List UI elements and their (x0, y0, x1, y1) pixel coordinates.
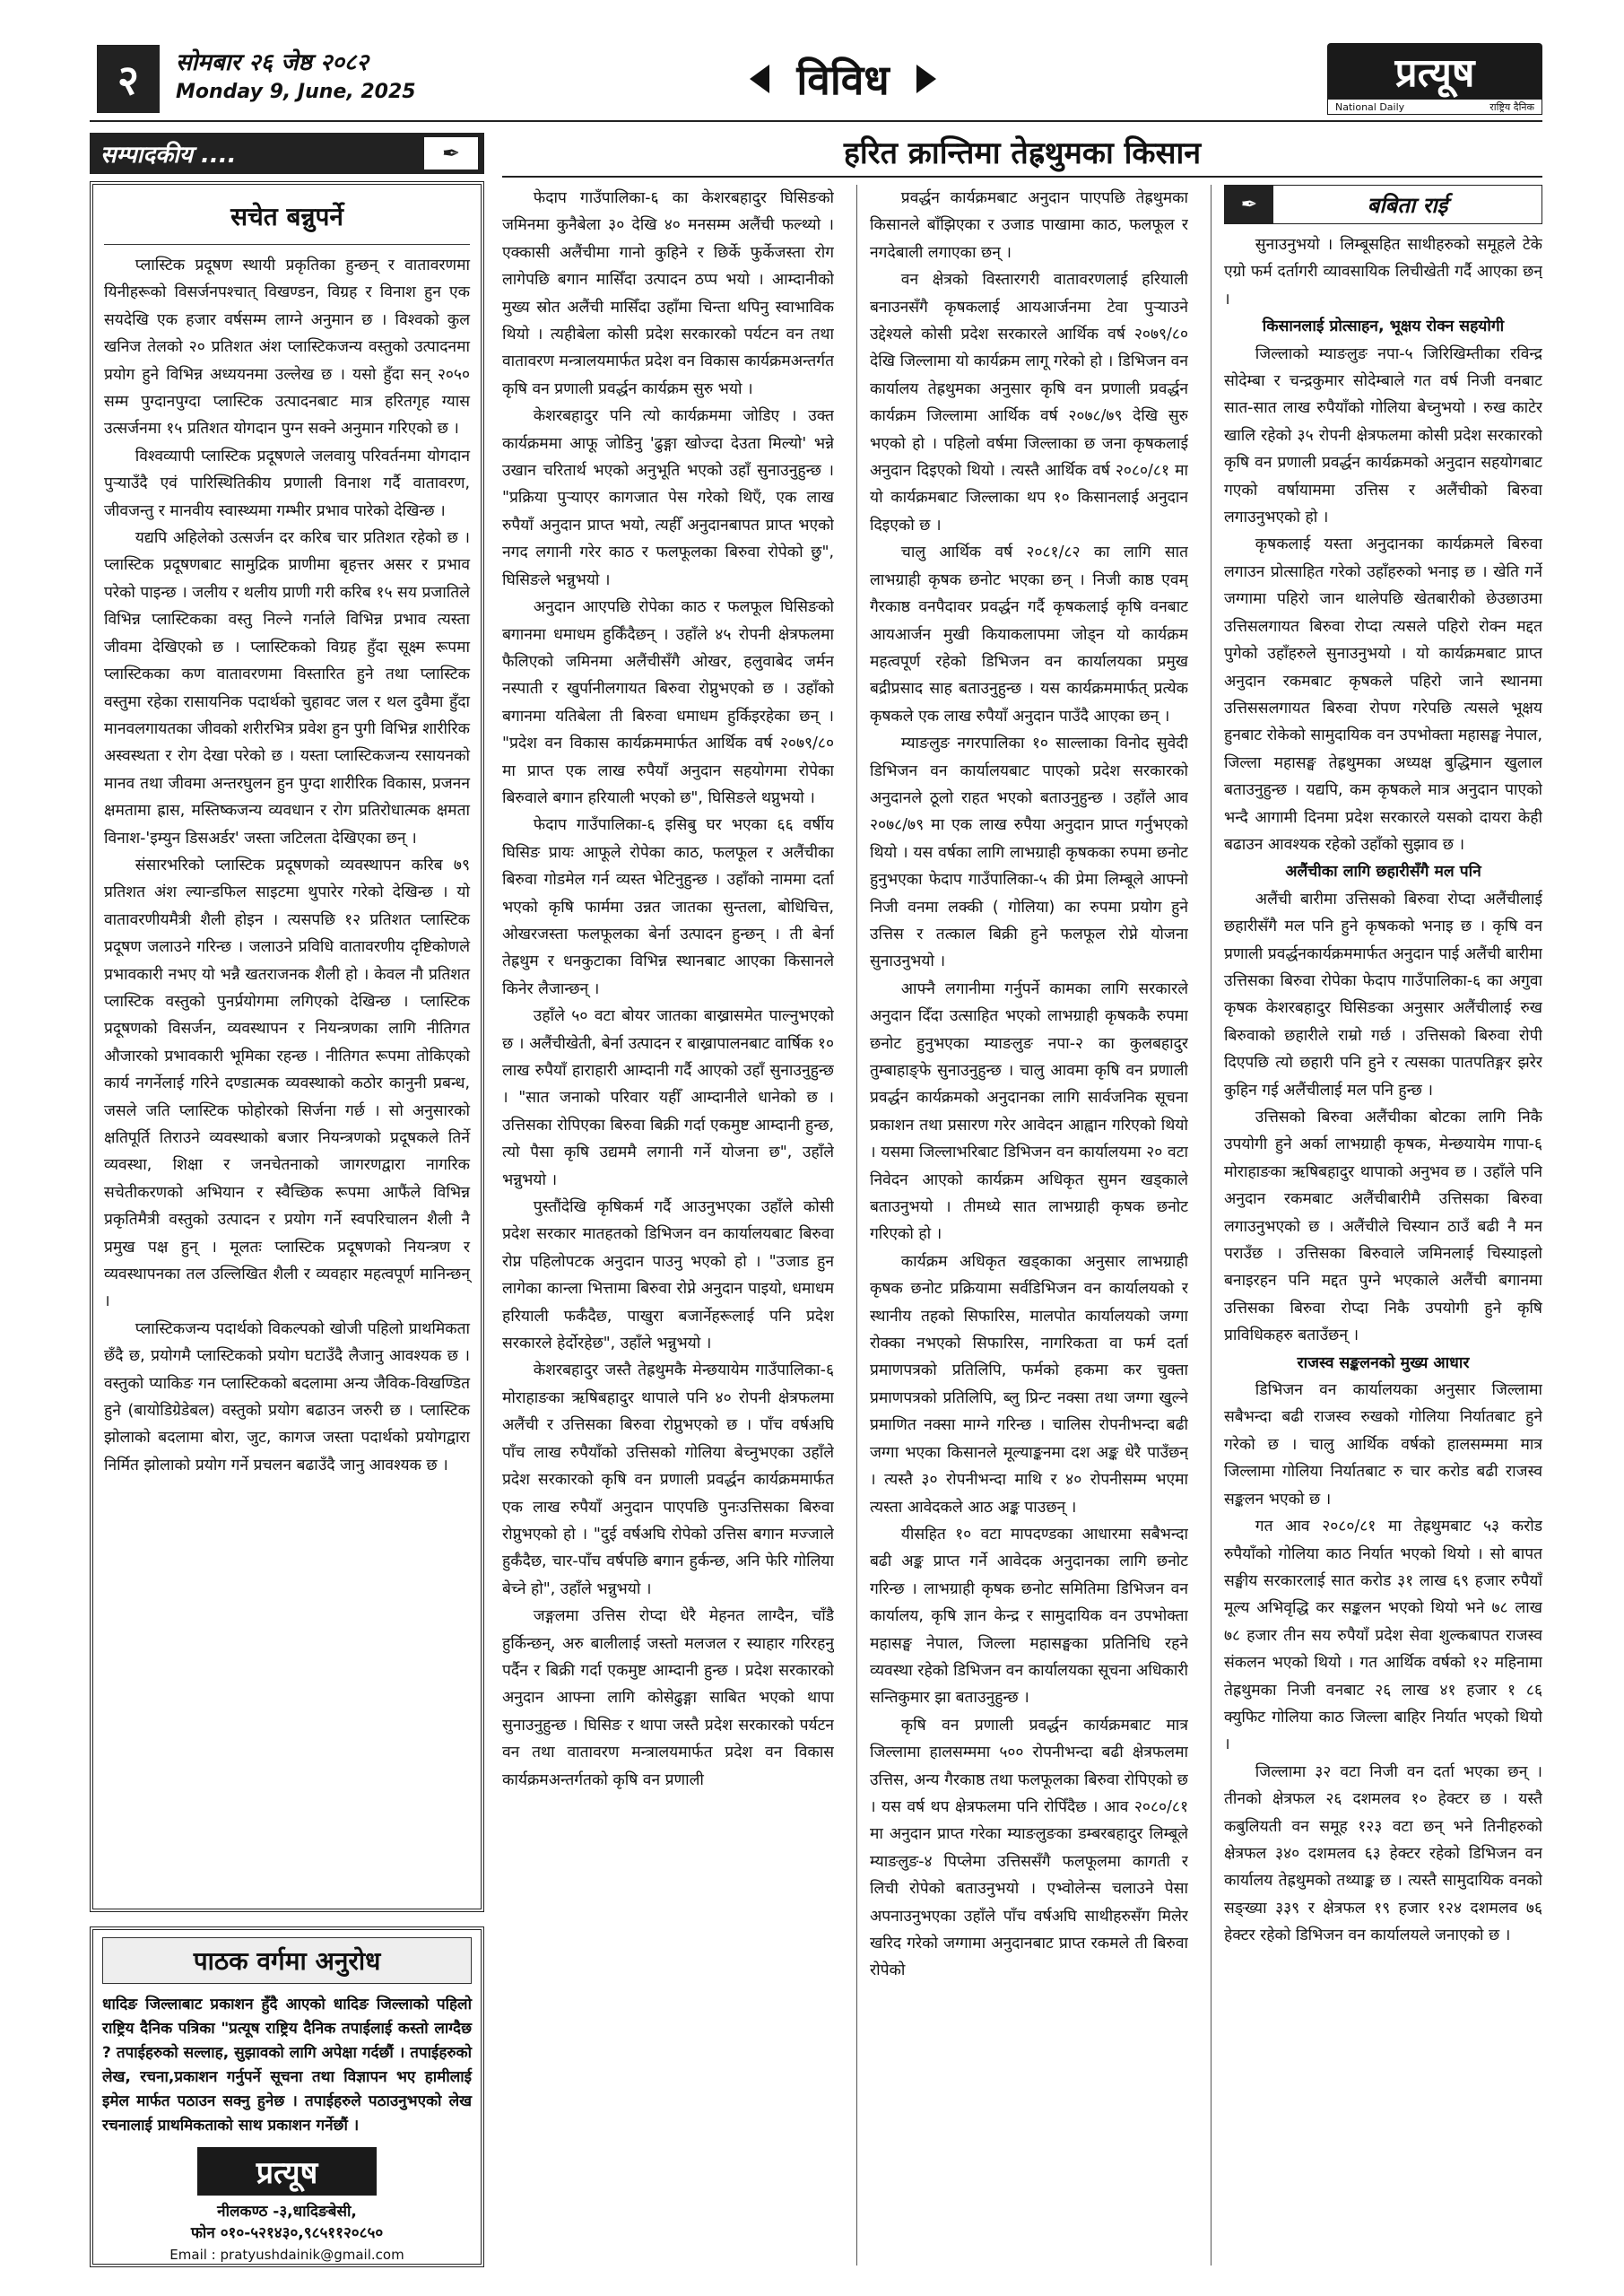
article-paragraph: जङ्गलमा उत्तिस रोप्दा धेरै मेहनत लाग्दैन, चाँडै हुर्किन्छन्, अरु बालीलाई जस्तो मलजल र स्याहार गरिरहनु पर्दैन र बिक्री गर्दा एकमुष्ट आम्दानी हुन्छ । प्रदेश सरकारको अनुदान आफ्ना लागि कोसेढुङ्गा साबित भएको थापा सुनाउनुहुन्छ । घिसिङ र थापा जस्तै प्रदेश सरकारको पर्यटन वन तथा वातावरण मन्त्रालयमार्फत प्रदेश वन विकास कार्यक्रमअन्तर्गतको कृषि वन प्रणाली (502, 1607, 834, 1789)
date-english: Monday 9, June, 2025 (176, 81, 416, 103)
article-headline: हरित क्रान्तिमा तेह्रथुमका किसान (502, 133, 1542, 178)
logo-text: प्रत्यूष (1327, 43, 1542, 99)
editorial-paragraph: संसारभरिको प्लास्टिक प्रदूषणको व्यवस्थापन करिब ७९ प्रतिशत अंश ल्यान्डफिल साइटमा थुपारेर गरेको देखिन्छ । यो वातावरणीयमैत्री शैली होइन । त्यसपछि १२ प्रतिशत प्लास्टिक प्रदूषण जलाउने गरिन्छ । जलाउने प्रविधि वातावरणीय दृष्टिकोणले प्रभावकारी नभए यो भन्नै खतराजनक शैली हो । केवल नौ प्रतिशत प्लास्टिक वस्तुको पुनर्प्रयोगमा लगिएको देखिन्छ । प्लास्टिक प्रदूषणको विसर्जन, व्यवस्थापन र नियन्त्रणका लागि नीतिगत औजारको प्रभावकारी भूमिका रहन्छ । नीतिगत रूपमा तोकिएको कार्य नगर्नेलाई गरिने दण्डात्मक व्यवस्थाको कठोर कानुनी प्रबन्ध, जसले जति प्लास्टिक फोहोरको सिर्जना गर्छ । सो अनुसारको क्षतिपूर्ति तिराउने व्यवस्थाको बजार नियन्त्रणको प्रदूषकले तिर्ने व्यवस्था, शिक्षा र जनचेतनाको जागरणद्वारा नागरिक सचेतीकरणको अभियान र स्वैच्छिक रूपमा आफैंले विभिन्न प्रकृतिमैत्री वस्तुको उत्पादन र प्रयोग गर्ने स्वपरिचालन शैली नै प्रमुख पक्ष हुन् । मूलतः प्लास्टिक प्रदूषणको नियन्त्रण र व्यवस्थापनका तल उल्लिखित शैली र व्यवहार महत्वपूर्ण मानिन्छन् । (104, 856, 470, 1311)
notice-phone: फोन ०१०-५२१४३०,९८५११२०८५० (190, 2224, 384, 2242)
article-paragraph: कृषि वन प्रणाली प्रवर्द्धन कार्यक्रमबाट मात्र जिल्लामा हालसम्ममा ५०० रोपनीभन्दा बढी क्षेत्रफलमा उत्तिस, अन्य गैरकाष्ठ तथा फलफूलका बिरुवा रोपिएको छ । यस वर्ष थप क्षेत्रफलमा पनि रोपिँदैछ । आव २०८०/८१ मा अनुदान प्राप्त गरेका म्याङलुङका डम्बरबहादुर लिम्बूले म्याङलुङ-४ पिप्लेमा उत्तिससँगै फलफूलमा कागती र लिची रोपेको बताउनुभयो । एभ्वोलेन्स चलाउने पेसा अपनाउनुभएका उहाँले पाँच वर्षअघि साथीहरुसँग मिलेर खरिद गरेको जग्गामा अनुदानबाट प्राप्त रकमले ती बिरुवा रोपेको (870, 1716, 1188, 1980)
editorial-header-label: सम्पादकीय .... (100, 142, 237, 169)
article-paragraph: जिल्लाको म्याङलुङ नपा-५ जिरिखिम्तीका रविन्द्र सोदेम्बा र चन्द्रकुमार सोदेम्बाले गत वर्ष निजी वनबाट सात-सात लाख रुपैयाँको गोलिया बेच्नुभयो । रुख काटेर खालि रहेको ३५ रोपनी क्षेत्रफलमा कोसी प्रदेश सरकारको कृषि वन प्रणाली प्रवर्द्धन कार्यक्रमको अनुदान सहयोगबाट गएको वर्षायाममा उत्तिस र अलैंचीको बिरुवा लगाउनुभएको हो । (1224, 344, 1542, 527)
article-subheading: राजस्व सङ्कलनको मुख्य आधार (1297, 1353, 1470, 1372)
editorial-paragraph: प्लास्टिकजन्य पदार्थको विकल्पको खोजी पहिलो प्राथमिकता छँदै छ, प्रयोगमै प्लास्टिकको प्रयोग घटाउँदै लैजानु आवश्यक छ । वस्तुको प्याकिङ गन प्लास्टिकको बदलामा अन्य जैविक-विखण्डित हुने (बायोडिग्रेडेबल) वस्तुको प्रयोग बढाउन जरुरी छ । प्लास्टिक झोलाको बदलामा बोरा, जुट, कागज जस्ता पदार्थको प्रयोगद्वारा निर्मित झोलाको प्रयोग गर्ने प्रचलन बढाउँदै जानु आवश्यक छ । (104, 1319, 470, 1474)
article-paragraph: आफ्नै लगानीमा गर्नुपर्ने कामका लागि सरकारले अनुदान दिँदा उत्साहित भएको लाभग्राही कृषककै रुपमा छनोट हुनुभएका म्याङलुङ नपा-२ का कुलबहादुर तुम्बाहाङ्फे सुनाउनुहुन्छ । चालु आवमा कृषि वन प्रणाली प्रवर्द्धन कार्यक्रमको अनुदानका लागि सार्वजनिक सूचना प्रकाशन तथा प्रसारण गरेर आवेदन आह्वान गरिएको थियो । यसमा जिल्लाभरिबाट डिभिजन वन कार्यालयमा २० वटा निवेदन आएको कार्यक्रम अधिकृत सुमन खड्काले बताउनुभयो । तीमध्ये सात लाभग्राही कृषक छनोट गरिएको हो । (870, 979, 1188, 1244)
article-paragraph: कार्यक्रम अधिकृत खड्काका अनुसार लाभग्राही कृषक छनोट प्रक्रियामा सर्वडिभिजन वन कार्यालयको र स्थानीय तहको सिफारिस, मालपोत कार्यालयको जग्गा रोक्का नभएको सिफारिस, नागरिकता वा फर्म दर्ता प्रमाणपत्रको प्रतिलिपि, फर्मको हकमा कर चुक्ता प्रमाणपत्रको प्रतिलिपि, ब्लु प्रिन्ट नक्सा तथा जग्गा खुल्ने प्रमाणित नक्सा माग्ने गरिन्छ । चालिस रोपनीभन्दा बढी जग्गा भएका किसानले मूल्याङ्कनमा दश अङ्क धेरै पाउँछन् । त्यस्तै ३० रोपनीभन्दा माथि र ४० रोपनीसम्म भएमा त्यस्ता आवेदकले आठ अङ्क पाउछन् । (870, 1252, 1188, 1517)
article-subheading: अलैंचीका लागि छहारीसँगै मल पनि (1285, 863, 1481, 882)
article-paragraph: प्रवर्द्धन कार्यक्रमबाट अनुदान पाएपछि तेह्रथुमका किसानले बाँझिएका र उजाड पाखामा काठ, फलफूल र नगदेबाली लगाएका छन् । (870, 189, 1188, 262)
article-paragraph: उत्तिसको बिरुवा अलैंचीका बोटका लागि निकै उपयोगी हुने अर्का लाभग्राही कृषक, मेन्छयायेम गापा-६ मोराहाङका ऋषिबहादुर थापाको अनुभव छ । उहाँले पनि अनुदान रकमबाट अलैंचीबारीमै उत्तिसका बिरुवा लगाउनुभएको छ । अलैंचीले चिस्यान ठाउँ बढी नै मन पराउँछ । उत्तिसका बिरुवाले जमिनलाई चिस्याइलो बनाइरहन पनि मद्दत पुग्ने भएकाले अलैंची बगानमा उत्तिसका बिरुवा रोप्दा निकै उपयोगी हुने कृषि प्राविधिकहरु बताउँछन् । (1224, 1109, 1542, 1345)
masthead (90, 39, 1542, 122)
section-title: विविध (796, 56, 890, 104)
editorial-paragraph: यद्यपि अहिलेको उत्सर्जन दर करिब चार प्रतिशत रहेको छ । प्लास्टिक प्रदूषणबाट सामुद्रिक प्राणीमा बृहत्तर असर र प्रभाव परेको पाइन्छ । जलीय र थलीय प्राणी गरी करिब १५ सय प्रजातिले विभिन्न प्लास्टिकका वस्तु निल्ने गर्नाले विभिन्न प्रभाव त्यस्ता जीवमा देखिएको छ । प्लास्टिकको विग्रह हुँदा सूक्ष्म रूपमा प्लास्टिकका कण वातावरणमा विस्तारित हुने तथा प्लास्टिक वस्तुमा रहेका रासायनिक पदार्थको चुहावट जल र थल दुवैमा हुँदा मानवलगायतका जीवको शरीरभित्र प्रवेश हुन पुगी विभिन्न शारीरिक अस्वस्थता र रोग देखा परेको छ । यस्ता प्लास्टिकजन्य रसायनको मानव तथा जीवमा अन्तरघुलन हुन पुग्दा शारीरिक विकास, प्रजनन क्षमतामा ह्रास, मस्तिष्कजन्य व्यवधान र रोग प्रतिरोधात्मक क्षमता विनाश-'इम्युन डिसअर्डर' जस्ता जटिलता देखिएका छन् । (104, 529, 470, 848)
logo-tag-right: राष्ट्रिय दैनिक (1489, 100, 1534, 113)
article-column-3 (1211, 185, 1542, 2266)
editorial-box (90, 181, 484, 1912)
notice-text: धादिङ जिल्लाबाट प्रकाशन हुँदै आएको धादिङ जिल्लाको पहिलो राष्ट्रिय दैनिक पत्रिका "प्रत्यूष राष्ट्रिय दैनिक तपाईलाई कस्तो लाग्दैछ ? तपाईहरुको सल्लाह, सुझावको लागि अपेक्षा गर्दछौं । तपाईहरुको लेख, रचना,प्रकाशन गर्नुपर्ने सूचना तथा विज्ञापन भए हामीलाई इमेल मार्फत पठाउन सक्नु हुनेछ । तपाईहरुले पठाउनुभएको लेख रचनालाई प्राथमिकताको साथ प्रकाशन गर्नेछौं । (102, 1996, 472, 2135)
article-paragraph: डिभिजन वन कार्यालयका अनुसार जिल्लामा सबैभन्दा बढी राजस्व रुखको गोलिया निर्यातबाट हुने गरेको छ । चालु आर्थिक वर्षको हालसम्ममा मात्र जिल्लामा गोलिया निर्यातबाट रु चार करोड बढी राजस्व सङ्कलन भएको छ । (1224, 1381, 1542, 1509)
pen-icon: ✒ (423, 136, 479, 170)
reader-notice (90, 1926, 484, 2267)
notice-address: नीलकण्ठ -३,धादिङबेसी, (217, 2203, 357, 2221)
article-subheading: किसानलाई प्रोत्साहन, भूक्षय रोक्न सहयोगी (1262, 317, 1505, 336)
logo-tag-left: National Daily (1335, 100, 1405, 113)
date-nepali: सोमबार २६ जेष्ठ २०८२ (176, 49, 369, 76)
article-column-2 (856, 185, 1188, 2266)
arrow-left-icon[interactable] (750, 65, 769, 93)
article-paragraph: फेदाप गाउँपालिका-६ का केशरबहादुर घिसिङको जमिनमा कुनैबेला ३० देखि ४० मनसम्म अलैंची फल्थ्यो । एक्कासी अलैंचीमा गानो कुहिने र छिर्के फुर्केजस्ता रोग लागेपछि बगान मासिँदा उत्पादन ठप्प भयो । आम्दानीको मुख्य स्रोत अलैंची मासिँदा उहाँमा चिन्ता थपिनु स्वाभाविक थियो । त्यहीबेला कोसी प्रदेश सरकारको पर्यटन वन तथा वातावरण मन्त्रालयमार्फत प्रदेश वन विकास कार्यक्रमअन्तर्गत कृषि वन प्रणाली प्रवर्द्धन कार्यक्रम सुरु भयो । (502, 189, 834, 398)
article-paragraph: केशरबहादुर जस्तै तेह्रथुमकै मेन्छयायेम गाउँपालिका-६ मोराहाङका ऋषिबहादुर थापाले पनि ४० रोपनी क्षेत्रफलमा अलैंची र उत्तिसका बिरुवा रोप्नुभएको छ । पाँच वर्षअघि पाँच लाख रुपैयाँको उत्तिसको गोलिया बेच्नुभएका उहाँले प्रदेश सरकारको कृषि वन प्रणाली प्रवर्द्धन कार्यक्रममार्फत एक लाख रुपैयाँ अनुदान पाएपछि पुनःउत्तिसका बिरुवा रोप्नुभएको हो । "दुई वर्षअघि रोपेको उत्तिस बगान मज्जाले हुर्कँदैछ, चार-पाँच वर्षपछि बगान हुर्कन्छ, अनि फेरि गोलिया बेच्ने हो", उहाँले भन्नुभयो । (502, 1361, 834, 1598)
pen-icon: ✒ (1225, 186, 1273, 223)
page-number: २ (97, 45, 160, 113)
article-paragraph: यीसहित १० वटा मापदण्डका आधारमा सबैभन्दा बढी अङ्क प्राप्त गर्ने आवेदक अनुदानका लागि छनोट गरिन्छ । लाभग्राही कृषक छनोट समितिमा डिभिजन वन कार्यालय, कृषि ज्ञान केन्द्र र सामुदायिक वन उपभोक्ता महासङ्घ नेपाल, जिल्ला महासङ्घका प्रतिनिधि रहने व्यवस्था रहेको डिभिजन वन कार्यालयका सूचना अधिकारी सन्तिकुमार झा बताउनुहुन्छ । (870, 1525, 1188, 1708)
article-paragraph: केशरबहादुर पनि त्यो कार्यक्रममा जोडिए । उक्त कार्यक्रममा आफू जोडिनु 'ढुङ्गा खोज्दा देउता मिल्यो' भन्ने उखान चरितार्थ भएको अनुभूति भएको उहाँ सुनाउनुहुन्छ । "प्रक्रिया पुर्‍याएर कागजात पेस गरेको थिएँ, एक लाख रुपैयाँ अनुदान प्राप्त भयो, त्यहीँ अनुदानबापत प्राप्त भएको नगद लगानी गरेर काठ र फलफूलका बिरुवा रोपेको छु", घिसिङले भन्नुभयो । (502, 407, 834, 589)
article-column-1 (502, 185, 834, 2266)
article-paragraph: गत आव २०८०/८१ मा तेह्रथुमबाट ५३ करोड रुपैयाँको गोलिया काठ निर्यात भएको थियो । सो बापत सङ्घीय सरकारलाई सात करोड ३१ लाख ६९ हजार रुपैयाँ मूल्य अभिवृद्धि कर सङ्कलन भएको थियो भने ७८ लाख ७८ हजार तीन सय रुपैयाँ प्रदेश सेवा शुल्कबापत राजस्व संकलन भएको थियो । गत आर्थिक वर्षको १२ महिनामा तेह्रथुमका निजी वनबाट २६ लाख ४१ हजार १ ८६ क्युफिट गोलिया काठ जिल्ला बाहिर निर्यात भएको थियो । (1224, 1518, 1542, 1754)
article-paragraph: कृषकलाई यस्ता अनुदानका कार्यक्रमले बिरुवा लगाउन प्रोत्साहित गरेको उहाँहरुको भनाइ छ । खेति गर्ने जग्गामा पहिरो जान थालेपछि खेतबारीको छेउछाउमा उत्तिसलगायत बिरुवा रोप्दा त्यसले पहिरो रोक्न मद्दत पुगेको उहाँहरुले सुनाउनुभयो । यो कार्यक्रमबाट प्राप्त अनुदान रकमबाट कृषकले पहिरो जाने स्थानमा उत्तिससलगायत बिरुवा रोपण गरेपछि त्यसले भूक्षय हुनबाट रोकेको सामुदायिक वन उपभोक्ता महासङ्घ नेपाल, जिल्ला महासङ्घ तेह्रथुमका अध्यक्ष बुद्धिमान खुलाल बताउनुहुन्छ । यद्यपि, कम कृषकले मात्र अनुदान पाएको भन्दै आगामी दिनमा प्रदेश सरकारले यसको दायरा केही बढाउन आवश्यक रहेको उहाँको सुझाव छ । (1224, 535, 1542, 854)
article-paragraph: जिल्लामा ३२ वटा निजी वन दर्ता भएका छन् । तीनको क्षेत्रफल २६ दशमलव १० हेक्टर छ । यस्तै कबुलियती वन समूह १२३ वटा छन् भने तिनीहरुको क्षेत्रफल ३४० दशमलव ६३ हेक्टर रहेको डिभिजन वन कार्यालय तेह्रथुमको तथ्याङ्क छ । त्यस्तै सामुदायिक वनको सङ्ख्या ३३९ र क्षेत्रफल १९ हजार १२४ दशमलव ७६ हेक्टर रहेको डिभिजन वन कार्यालयले जनाएको छ । (1224, 1762, 1542, 1945)
left-column (90, 133, 484, 2267)
newspaper-logo (1327, 43, 1542, 115)
article-paragraph: म्याङलुङ नगरपालिका १० साल्लाका विनोद सुवेदी डिभिजन वन कार्यालयबाट पाएको प्रदेश सरकारको अनुदानले ठूलो राहत भएको बताउनुहुन्छ । उहाँले आव २०७८/७९ मा एक लाख रुपैया अनुदान प्राप्त गर्नुभएको थियो । यस वर्षका लागि लाभग्राही कृषकका रुपमा छनोट हुनुभएका फेदाप गाउँपालिका-५ की प्रेमा लिम्बूले आफ्नो निजी वनमा लक्की ( गोलिया) का रुपमा प्रयोग हुने उत्तिस र तत्काल बिक्री हुने फलफूल रोप्ने योजना सुनाउनुभयो । (870, 735, 1188, 971)
article-paragraph: अनुदान आएपछि रोपेका काठ र फलफूल घिसिङको बगानमा धमाधम हुर्किँदैछन् । उहाँले ४५ रोपनी क्षेत्रफलमा फैलिएको जमिनमा अलैंचीसँगै ओखर, हलुवाबेद जर्मन नस्पाती र खुर्पानीलगायत बिरुवा रोप्नुभएको छ । उहाँको बगानमा यतिबेला ती बिरुवा धमाधम हुर्किइरहेका छन् । "प्रदेश वन विकास कार्यक्रममार्फत आर्थिक वर्ष २०७९/८० मा प्राप्त एक लाख रुपैयाँ अनुदान सहयोगमा रोपेका बिरुवाले बगान हरियाली भएको छ", घिसिङले थप्नुभयो । (502, 598, 834, 807)
article-paragraph: फेदाप गाउँपालिका-६ इसिबु घर भएका ६६ वर्षीय घिसिङ प्रायः आफूले रोपेका काठ, फलफूल र अलैंचीका बिरुवा गोडमेल गर्न व्यस्त भेटिनुहुन्छ । उहाँको नाममा दर्ता भएको कृषि फार्ममा उन्नत जातका सुन्तला, बोधिचित्त, ओखरजस्ता फलफूलका बेर्ना उत्पादन हुन्छन् । ती बेर्ना तेह्रथुम र धनकुटाका विभिन्न स्थानबाट आएका किसानले किनेर लैजान्छन् । (502, 816, 834, 998)
article-paragraph: उहाँले ५० वटा बोयर जातका बाख्रासमेत पाल्नुभएको छ । अलैंचीखेती, बेर्ना उत्पादन र बाख्रापालनबाट वार्षिक १० लाख रुपैयाँ हाराहारी आम्दानी गर्दै आएको उहाँ सुनाउनुहुन्छ । "सात जनाको परिवार यहीँ आम्दानीले धानेको छ । उत्तिसका रोपिएका बिरुवा बिक्री गर्दा एकमुष्ट आम्दानी हुन्छ, त्यो पैसा कृषि उद्यममै लगानी गर्ने योजना छ", उहाँले भन्नुभयो । (502, 1007, 834, 1189)
notice-logo: प्रत्यूष (197, 2147, 377, 2196)
author-name: बबिता राई (1367, 192, 1448, 218)
editorial-header (90, 133, 484, 174)
author-byline (1224, 185, 1542, 224)
editorial-paragraph: विश्वव्यापी प्लास्टिक प्रदूषणले जलवायु परिवर्तनमा योगदान पुऱ्याउँदै एवं पारिस्थितिकीय प्रणाली विनाश गर्दै वातावरण, जीवजन्तु र मानवीय स्वास्थ्यमा गम्भीर प्रभाव पारेको देखिन्छ । (104, 447, 470, 520)
article-paragraph: सुनाउनुभयो । लिम्बूसहित साथीहरुको समूहले टेके एग्रो फर्म दर्तागरी व्यावसायिक लिचीखेती गर्दै आएका छन् । (1224, 236, 1542, 309)
notice-title: पाठक वर्गमा अनुरोध (102, 1937, 472, 1984)
editorial-title: सचेत बन्नुपर्ने (104, 194, 470, 245)
arrow-right-icon[interactable] (916, 65, 936, 93)
article-paragraph: अलैंची बारीमा उत्तिसको बिरुवा रोप्दा अलैंचीलाई छहारीसँगै मल पनि हुने कृषकको भनाइ छ । कृषि वन प्रणाली प्रवर्द्धनकार्यक्रममार्फत अनुदान पाई अलैंची बारीमा उत्तिसका बिरुवा रोपेका फेदाप गाउँपालिका-६ का अगुवा कृषक केशरबहादुर घिसिङका अनुसार अलैंचीलाई रुख बिरुवाको छहारीले राम्रो गर्छ । उत्तिसको बिरुवा रोपी दिएपछि त्यो छहारी पनि हुने र त्यसका पातपतिङ्गर झरेर कुहिन गई अलैंचीलाई मल पनि हुन्छ । (1224, 890, 1542, 1100)
article-paragraph: वन क्षेत्रको विस्तारगरी वातावरणलाई हरियाली बनाउनसँगै कृषकलाई आयआर्जनमा टेवा पुर्‍याउने उद्देश्यले कोसी प्रदेश सरकारले आर्थिक वर्ष २०७९/८० देखि जिल्लामा यो कार्यक्रम लागू गरेको हो । डिभिजन वन कार्यालय तेह्रथुमका अनुसार कृषि वन प्रणाली प्रवर्द्धन कार्यक्रम जिल्लामा आर्थिक वर्ष २०७८/७९ देखि सुरु भएको हो । पहिलो वर्षमा जिल्लाका छ जना कृषकलाई अनुदान दिइएको थियो । त्यस्तै आर्थिक वर्ष २०८०/८१ मा यो कार्यक्रमबाट जिल्लाका थप १० किसानलाई अनुदान दिइएको छ । (870, 271, 1188, 535)
logo-tagline (1327, 99, 1542, 115)
article-paragraph: पुस्तौंदेखि कृषिकर्म गर्दै आउनुभएका उहाँले कोसी प्रदेश सरकार मातहतको डिभिजन वन कार्यालयबाट बिरुवा रोप्न पहिलोपटक अनुदान पाउनु भएको हो । "उजाड हुन लागेका कान्ला भित्तामा बिरुवा रोप्ने अनुदान पाइयो, धमाधम हरियाली फर्कँदैछ, पाखुरा बजार्नेहरूलाई पनि प्रदेश सरकारले हेर्दोरहेछ", उहाँले भन्नुभयो । (502, 1198, 834, 1353)
editorial-paragraph: प्लास्टिक प्रदूषण स्थायी प्रकृतिका हुन्छन् र वातावरणमा यिनीहरूको विसर्जनपश्चात् विखण्डन, विग्रह र विनाश हुन एक सयदेखि एक हजार वर्षसम्म लाग्ने अनुमान छ । विश्वको कुल खनिज तेलको २० प्रतिशत अंश प्लास्टिकजन्य वस्तुको उत्पादनमा प्रयोग हुने विभिन्न अध्ययनमा उल्लेख छ । यसो हुँदा सन् २०५० सम्म पुग्दानपुग्दा प्लास्टिक उत्पादनबाट मात्र हरितगृह ग्यास उत्सर्जनमा १५ प्रतिशत योगदान पुग्न सक्ने अनुमान गरिएको छ । (104, 257, 470, 439)
notice-email[interactable]: Email : pratyushdainik@gmail.com (169, 2247, 404, 2263)
article-paragraph: चालु आर्थिक वर्ष २०८१/८२ का लागि सात लाभग्राही कृषक छनोट भएका छन् । निजी काष्ठ एवम् गैरकाष्ठ वनपैदावर प्रवर्द्धन गर्दै कृषकलाई कृषि वनबाट आयआर्जन मुखी कियाकलापमा जोड्न यो कार्यक्रम महत्वपूर्ण रहेको डिभिजन वन कार्यालयका प्रमुख बद्रीप्रसाद साह बताउनुहुन्छ । यस कार्यक्रममार्फत् प्रत्येक कृषकले एक लाख रुपैयाँ अनुदान पाउँदै आएका छन् । (870, 544, 1188, 726)
section-nav (664, 45, 1022, 113)
